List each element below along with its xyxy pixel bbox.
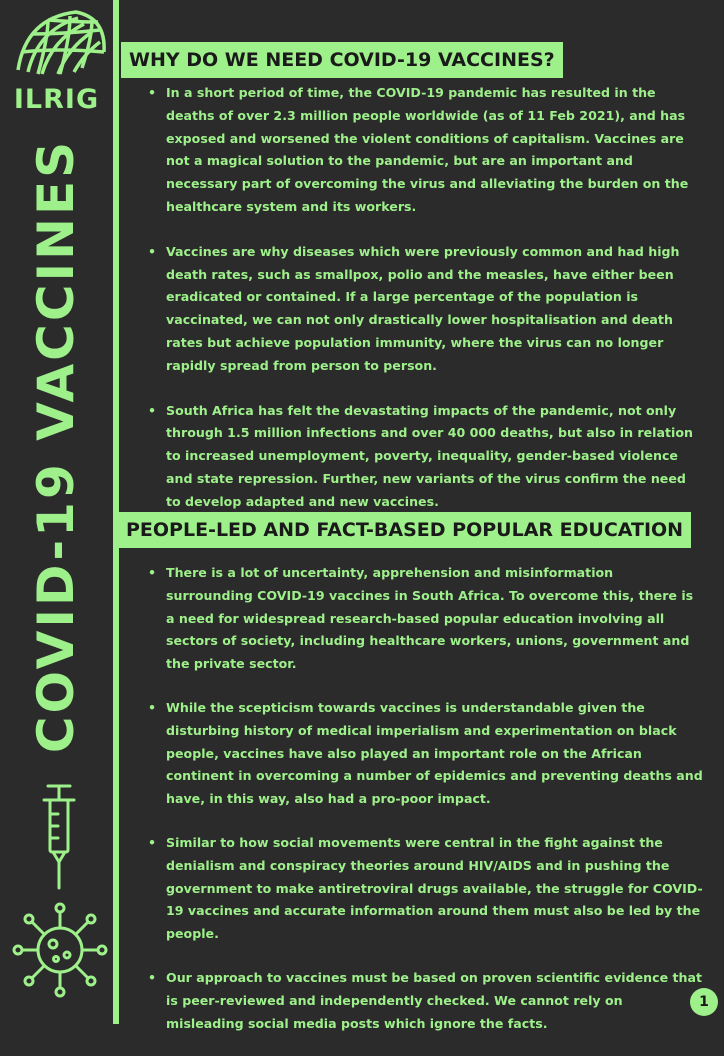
- bullet-list-why-vaccines: [148, 82, 704, 536]
- page-number-badge: 1: [690, 988, 718, 1016]
- bullet-item: • In a short period of time, the COVID-19 pandemic has resulted in the deaths of over 2.3 million people worldwide (as of 11 Feb 2021), and has exposed and worsened the violent conditions of capitalism. Vaccines are not a magical solution to the pandemic, but are an important and necessary part of overcoming the virus and alleviating the burden on the healthcare system and its workers.: [148, 82, 704, 219]
- vertical-title: COVID-19 VACCINES: [27, 138, 85, 754]
- bullet-item: • South Africa has felt the devastating impacts of the pandemic, not only through 1.5 million infections and over 40 000 deaths, but also in relation to increased unemployment, poverty, inequality, gender-based violence and state repression. Further, new variants of the virus confirm the need to develop adapted and new vaccines.: [148, 400, 704, 514]
- bullet-item: • Our approach to vaccines must be based on proven scientific evidence that is peer-reviewed and independently checked. We cannot rely on misleading social media posts which ignore the facts.: [148, 967, 704, 1035]
- virus-icon: [10, 900, 110, 1000]
- section-heading-popular-education: PEOPLE-LED AND FACT-BASED POPULAR EDUCATION: [118, 512, 691, 548]
- logo-text: ILRIG: [13, 84, 100, 115]
- section-heading-why-vaccines: WHY DO WE NEED COVID-19 VACCINES?: [121, 42, 563, 78]
- globe-logo-icon: [8, 8, 110, 78]
- syringe-icon: [38, 782, 80, 892]
- bullet-item: • Similar to how social movements were central in the fight against the denialism and conspiracy theories around HIV/AIDS and in pushing the government to make antiretroviral drugs available, the struggle for COVID-19 vaccines and accurate information around them must also be led by the people.: [148, 832, 704, 946]
- bullet-list-popular-education: [148, 562, 704, 1056]
- bullet-item: • Vaccines are why diseases which were previously common and had high death rates, such as smallpox, polio and the measles, have either been eradicated or contained. If a large percentage of the population is vaccinated, we can not only drastically lower hospitalisation and death rates but achieve population immunity, where the virus can no longer rapidly spread from person to person.: [148, 241, 704, 378]
- bullet-item: • There is a lot of uncertainty, apprehension and misinformation surrounding COVID-19 vaccines in South Africa. To overcome this, there is a need for widespread research-based popular education involving all sectors of society, including healthcare workers, unions, government and the private sector.: [148, 562, 704, 676]
- sidebar: [0, 0, 118, 1024]
- bullet-item: • While the scepticism towards vaccines is understandable given the disturbing history of medical imperialism and experimentation on black people, vaccines have also played an important role on the African continent in overcoming a number of epidemics and preventing deaths and have, in this way, also had a pro-poor impact.: [148, 697, 704, 811]
